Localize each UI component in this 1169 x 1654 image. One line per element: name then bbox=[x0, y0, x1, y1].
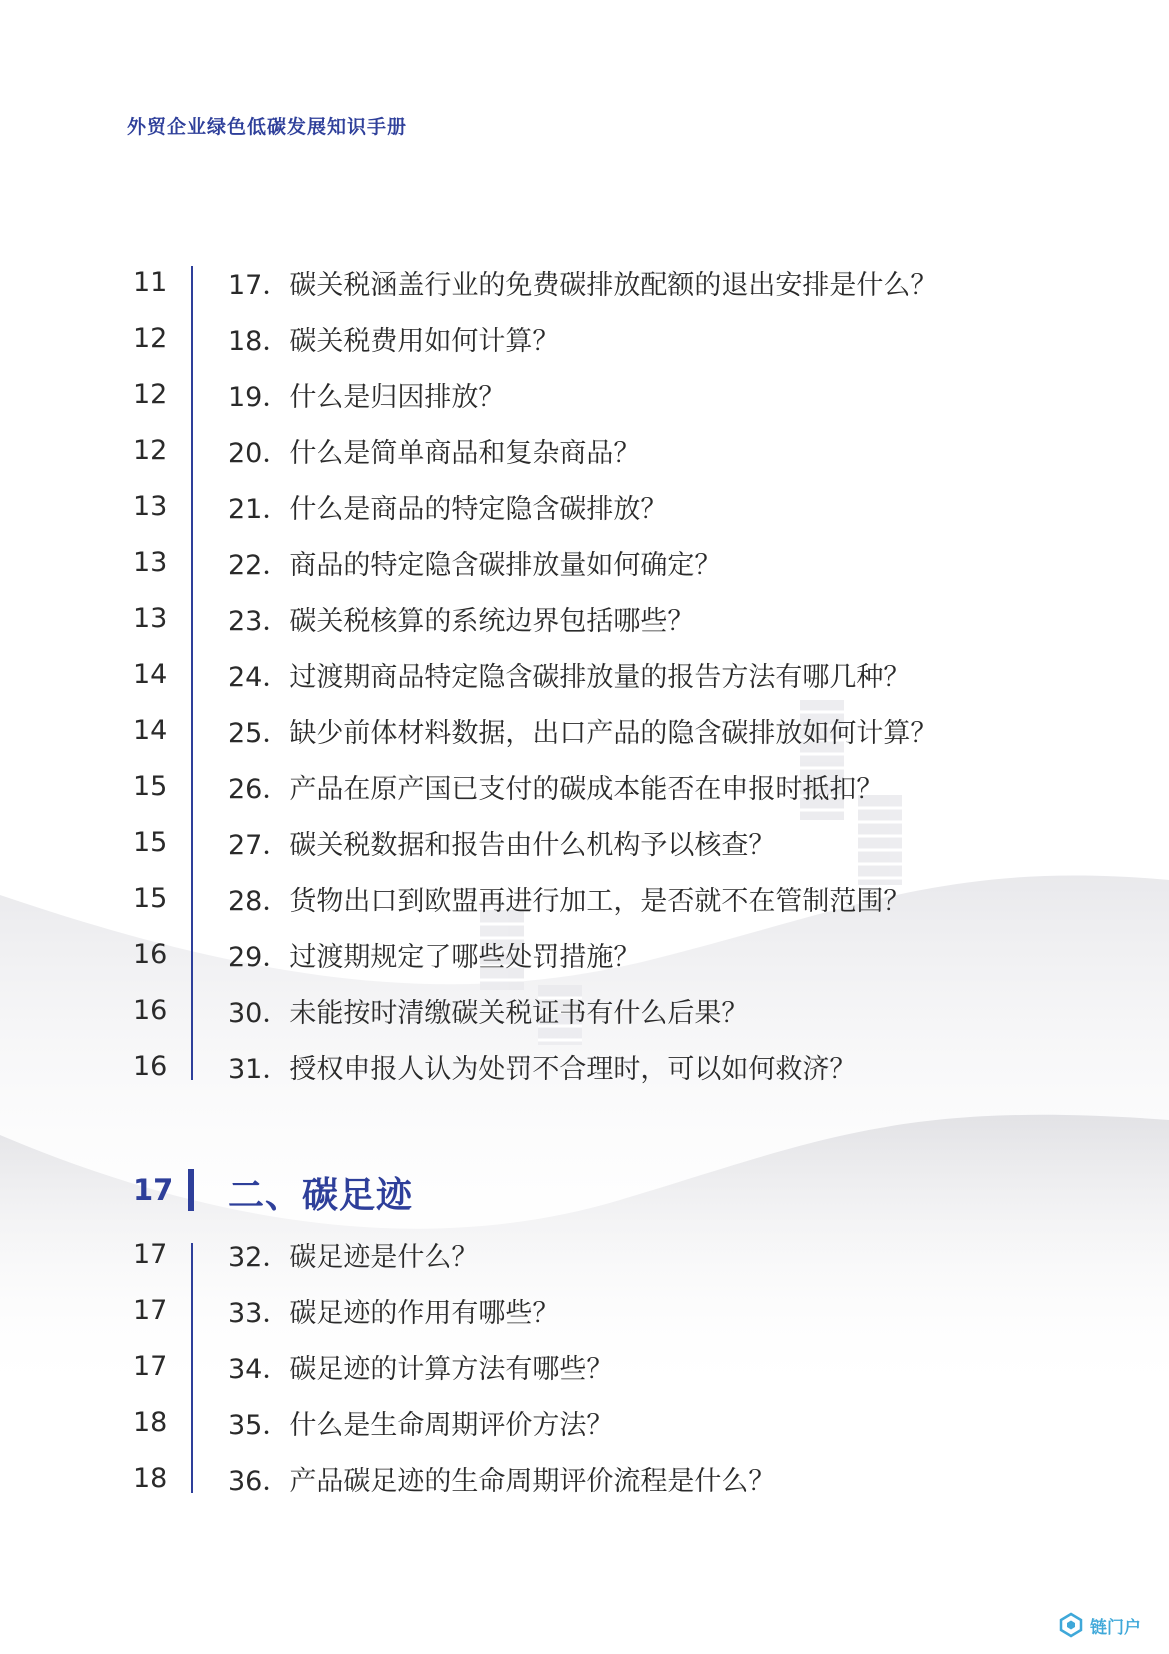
entry-title: 35．什么是生命周期评价方法？ bbox=[228, 1409, 614, 1441]
entry-title: 17．碳关税涵盖行业的免费碳排放配额的退出安排是什么？ bbox=[228, 269, 938, 301]
page-number: 18 bbox=[133, 1406, 168, 1438]
toc-entry[interactable] bbox=[0, 814, 1169, 870]
toc-list bbox=[0, 1226, 1169, 1506]
entry-title: 21．什么是商品的特定隐含碳排放？ bbox=[228, 493, 668, 525]
page-number: 17 bbox=[133, 1350, 168, 1382]
entry-title: 18．碳关税费用如何计算？ bbox=[228, 325, 560, 357]
page-number: 13 bbox=[133, 490, 168, 522]
toc-entry[interactable] bbox=[0, 702, 1169, 758]
page-number: 16 bbox=[133, 1050, 168, 1082]
toc-entry[interactable] bbox=[0, 590, 1169, 646]
toc-entry[interactable] bbox=[0, 478, 1169, 534]
entry-title: 24．过渡期商品特定隐含碳排放量的报告方法有哪几种？ bbox=[228, 661, 911, 693]
toc-entry[interactable] bbox=[0, 982, 1169, 1038]
page-number: 13 bbox=[133, 602, 168, 634]
toc-entry[interactable] bbox=[0, 926, 1169, 982]
toc-entry[interactable] bbox=[0, 366, 1169, 422]
section-accent-bar bbox=[188, 1169, 194, 1211]
entry-title: 19．什么是归因排放？ bbox=[228, 381, 506, 413]
page-number: 15 bbox=[133, 882, 168, 914]
entry-title: 34．碳足迹的计算方法有哪些？ bbox=[228, 1353, 614, 1385]
toc-entry[interactable] bbox=[0, 1338, 1169, 1394]
toc-entry[interactable] bbox=[0, 1226, 1169, 1282]
toc-entry[interactable] bbox=[0, 1282, 1169, 1338]
page-number: 17 bbox=[133, 1238, 168, 1270]
section-title: 二、碳足迹 bbox=[228, 1175, 414, 1216]
toc-entry[interactable] bbox=[0, 310, 1169, 366]
page-number: 16 bbox=[133, 938, 168, 970]
entry-title: 20．什么是简单商品和复杂商品？ bbox=[228, 437, 641, 469]
toc-entry[interactable] bbox=[0, 1394, 1169, 1450]
page-number: 15 bbox=[133, 826, 168, 858]
entry-title: 33．碳足迹的作用有哪些？ bbox=[228, 1297, 560, 1329]
logo-text: 链门户 bbox=[1090, 1617, 1141, 1638]
toc-entry[interactable] bbox=[0, 422, 1169, 478]
page-number: 13 bbox=[133, 546, 168, 578]
entry-title: 25．缺少前体材料数据，出口产品的隐含碳排放如何计算？ bbox=[228, 717, 938, 749]
entry-title: 29．过渡期规定了哪些处罚措施？ bbox=[228, 941, 641, 973]
toc-entry[interactable] bbox=[0, 1450, 1169, 1506]
entry-title: 26．产品在原产国已支付的碳成本能否在申报时抵扣？ bbox=[228, 773, 884, 805]
entry-title: 28．货物出口到欧盟再进行加工，是否就不在管制范围？ bbox=[228, 885, 911, 917]
document-title: 外贸企业绿色低碳发展知识手册 bbox=[127, 116, 408, 138]
page-number: 15 bbox=[133, 770, 168, 802]
entry-title: 36．产品碳足迹的生命周期评价流程是什么？ bbox=[228, 1465, 776, 1497]
toc-entry[interactable] bbox=[0, 254, 1169, 310]
page-number: 12 bbox=[133, 378, 168, 410]
entry-title: 27．碳关税数据和报告由什么机构予以核查？ bbox=[228, 829, 776, 861]
toc-list bbox=[0, 254, 1169, 1094]
toc-entry[interactable] bbox=[0, 534, 1169, 590]
page-number: 12 bbox=[133, 434, 168, 466]
page-number: 17 bbox=[133, 1294, 168, 1326]
page-number: 14 bbox=[133, 714, 168, 746]
toc-entry[interactable] bbox=[0, 758, 1169, 814]
page-number: 12 bbox=[133, 322, 168, 354]
page-number: 11 bbox=[133, 266, 168, 298]
entry-title: 31．授权申报人认为处罚不合理时，可以如何救济？ bbox=[228, 1053, 857, 1085]
footer-logo bbox=[1058, 1612, 1141, 1638]
page-number: 14 bbox=[133, 658, 168, 690]
toc-entry[interactable] bbox=[0, 1038, 1169, 1094]
toc-entry[interactable] bbox=[0, 646, 1169, 702]
page-number: 16 bbox=[133, 994, 168, 1026]
entry-title: 32．碳足迹是什么？ bbox=[228, 1241, 479, 1273]
chain-logo-icon bbox=[1058, 1612, 1084, 1638]
page-number: 18 bbox=[133, 1462, 168, 1494]
entry-title: 30．未能按时清缴碳关税证书有什么后果？ bbox=[228, 997, 749, 1029]
section-heading[interactable] bbox=[0, 1165, 1169, 1215]
section-page-number: 17 bbox=[133, 1173, 174, 1207]
entry-title: 22．商品的特定隐含碳排放量如何确定？ bbox=[228, 549, 722, 581]
entry-title: 23．碳关税核算的系统边界包括哪些？ bbox=[228, 605, 695, 637]
toc-entry[interactable] bbox=[0, 870, 1169, 926]
